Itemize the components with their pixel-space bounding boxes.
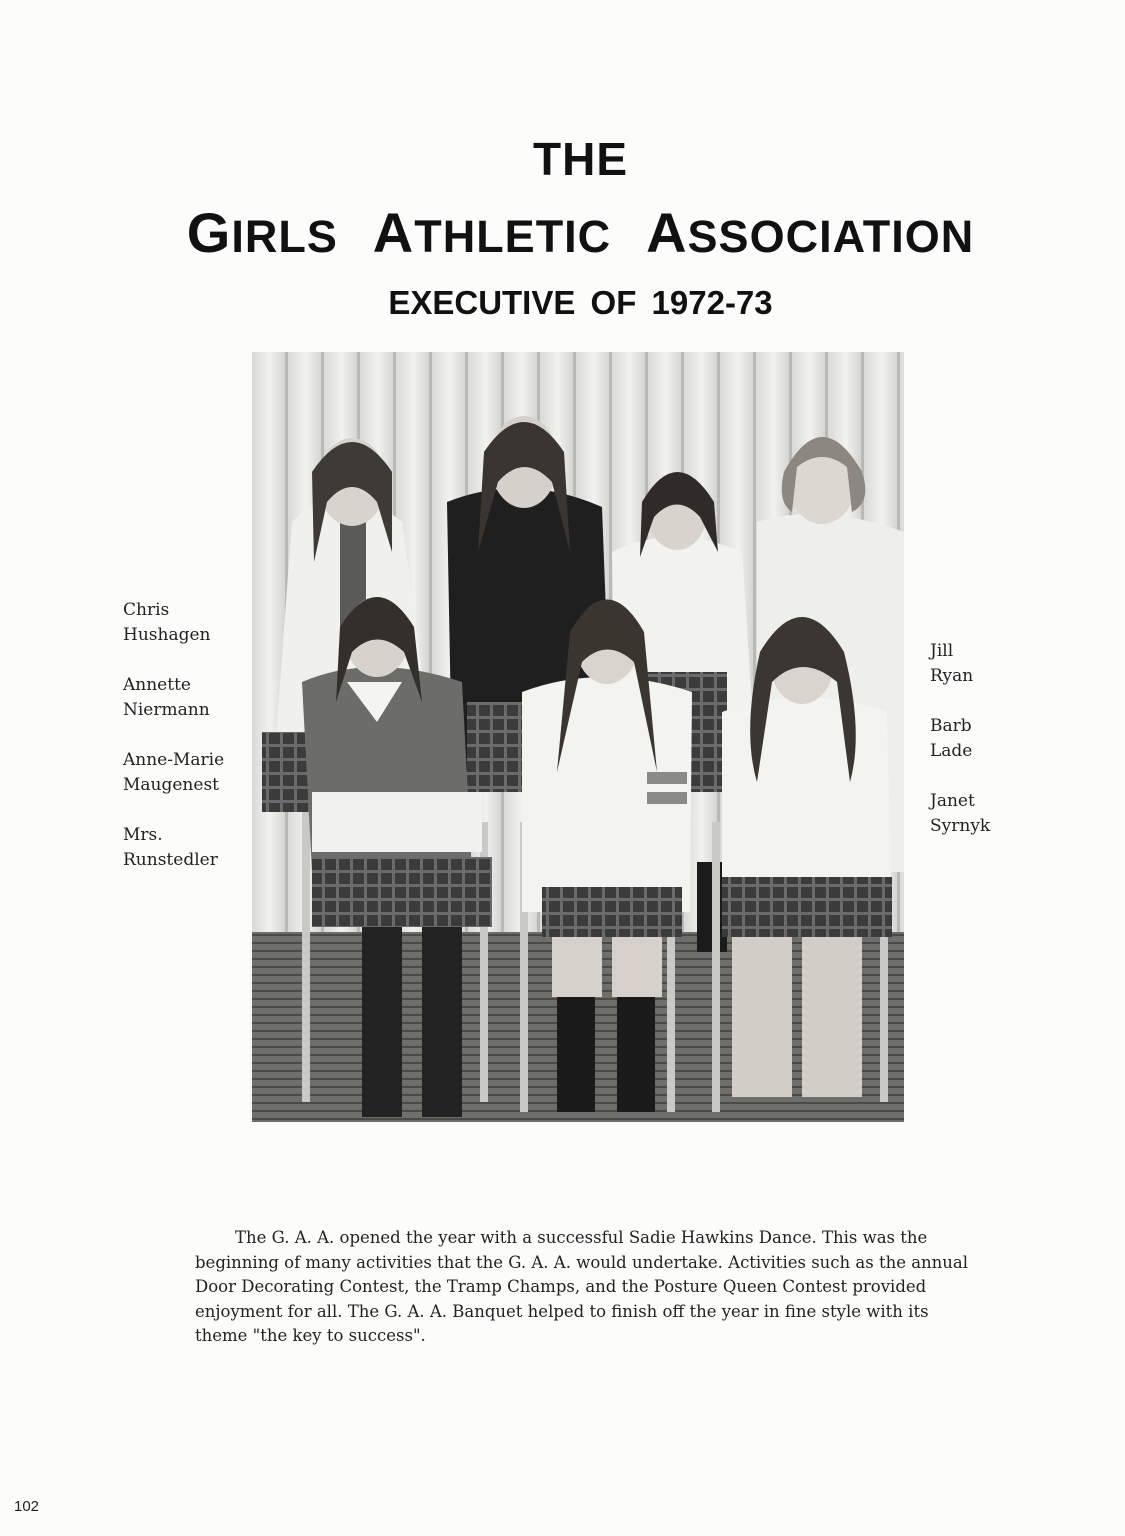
names-left-column	[123, 598, 224, 898]
name-entry: Annette Niermann	[123, 675, 210, 720]
name-entry: Jill Ryan	[930, 641, 974, 686]
title-word-athletic: ATHLETIC	[372, 201, 612, 264]
page-title	[18, 200, 1125, 265]
title-word-association: ASSOCIATION	[646, 201, 975, 264]
caption-paragraph: The G. A. A. opened the year with a successful Sadie Hawkins Dance. This was the beginning of many activities that the G. A. A. would undertake. Activities such as the annual Door Decorating Contest, the Tramp Champs, and the Posture Queen Contest provided enjoyment for all. The G. A. A. Banquet helped to finish off the year in fine style with its theme "the key to success".	[195, 1228, 969, 1345]
name-entry: Anne-Marie Maugenest	[123, 750, 225, 795]
name-entry: Janet Syrnyk	[930, 791, 991, 836]
title-word-girls: GIRLS	[186, 201, 338, 264]
name-entry: Mrs. Runstedler	[123, 825, 218, 870]
page-number: 102	[14, 1498, 40, 1515]
group-photo	[252, 352, 904, 1122]
names-right-column	[930, 639, 990, 864]
name-entry: Chris Hushagen	[123, 600, 211, 645]
name-entry: Barb Lade	[930, 716, 973, 761]
title-the: THE	[533, 133, 628, 185]
group-photo-icon	[252, 352, 904, 1122]
page-subtitle: EXECUTIVE OF 1972-73	[388, 284, 773, 321]
